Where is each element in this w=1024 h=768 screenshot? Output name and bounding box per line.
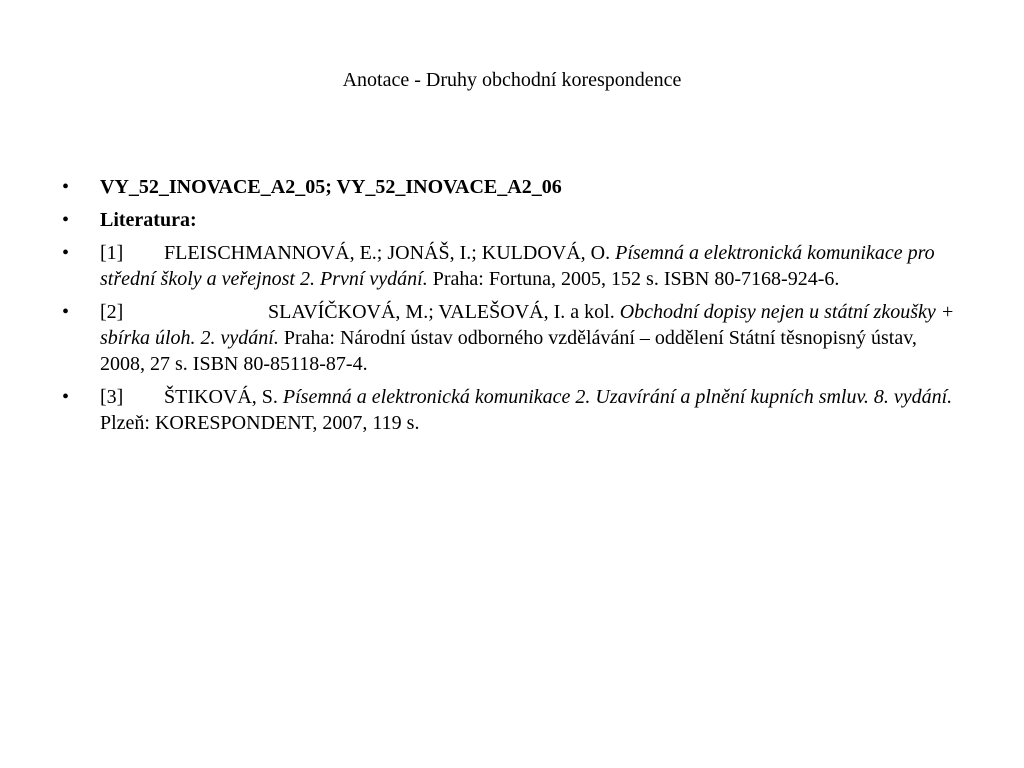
reference-item-2	[62, 299, 962, 377]
reference-authors: SLAVÍČKOVÁ, M.; VALEŠOVÁ, I. a kol.	[268, 301, 615, 323]
list-item-literature-heading	[62, 207, 962, 233]
list-item-codes	[62, 174, 962, 200]
material-codes: VY_52_INOVACE_A2_05; VY_52_INOVACE_A2_06	[100, 176, 562, 198]
reference-authors: ŠTIKOVÁ, S.	[164, 386, 278, 408]
bullet-icon: •	[62, 386, 70, 408]
bullet-icon: •	[62, 242, 70, 264]
reference-number: [3]	[100, 386, 124, 408]
reference-publication: Plzeň: KORESPONDENT, 2007, 119 s.	[100, 412, 420, 434]
bullet-icon: •	[62, 209, 70, 231]
reference-item-3	[62, 384, 962, 436]
reference-title: Písemná a elektronická komunikace pro střední školy a veřejnost 2. První vydání.	[100, 242, 935, 290]
reference-publication: Praha: Národní ústav odborného vzdělávání – oddělení Státní těsnopisný ústav, 2008, 27 s. ISBN 80-85118-87-4.	[100, 327, 917, 375]
reference-title: Písemná a elektronická komunikace 2. Uzavírání a plnění kupních smluv. 8. vydání.	[282, 386, 953, 408]
literature-heading: Literatura:	[100, 209, 197, 231]
reference-item-1	[62, 240, 962, 292]
bullet-icon: •	[62, 176, 70, 198]
bullet-list	[62, 174, 962, 443]
slide-title: Anotace - Druhy obchodní korespondence	[342, 69, 682, 91]
reference-number: [2]	[100, 301, 124, 323]
reference-number: [1]	[100, 242, 124, 264]
reference-title: Obchodní dopisy nejen u státní zkoušky + sbírka úloh. 2. vydání.	[100, 301, 955, 349]
reference-publication: Praha: Fortuna, 2005, 152 s. ISBN 80-7168-924-6.	[432, 268, 840, 290]
reference-authors: FLEISCHMANNOVÁ, E.; JONÁŠ, I.; KULDOVÁ, O.	[164, 242, 611, 264]
bullet-icon: •	[62, 301, 70, 323]
